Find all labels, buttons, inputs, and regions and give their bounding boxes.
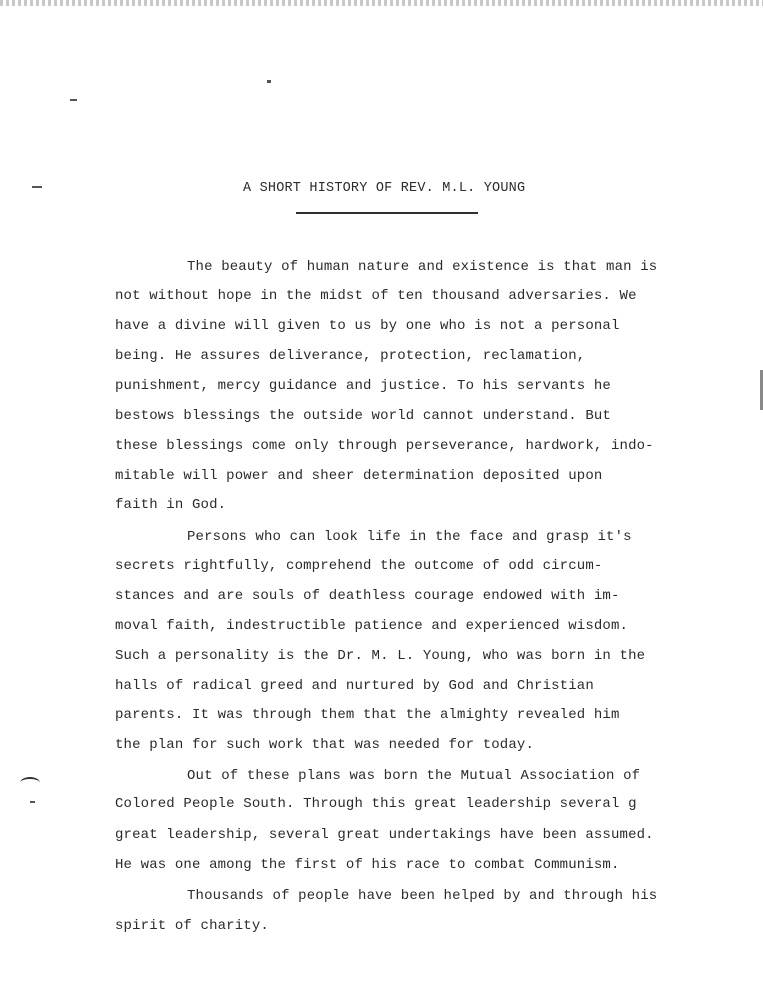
paragraph-line: halls of radical greed and nurtured by God and Christian: [115, 678, 594, 694]
paragraph-line: The beauty of human nature and existence is that man is: [187, 259, 658, 275]
paragraph-line: He was one among the first of his race to combat Communism.: [115, 857, 620, 873]
paragraph-line: Out of these plans was born the Mutual Association of: [187, 768, 641, 784]
paragraph-line: stances and are souls of deathless courage endowed with im-: [115, 588, 620, 604]
paragraph-line: parents. It was through them that the almighty revealed him: [115, 707, 620, 723]
paragraph-line: Colored People South. Through this great leadership several g: [115, 796, 637, 812]
scan-speck: [267, 80, 271, 83]
document-title: A SHORT HISTORY OF REV. M.L. YOUNG: [243, 181, 526, 196]
paragraph-line: Such a personality is the Dr. M. L. Young, who was born in the: [115, 648, 646, 664]
paragraph-line: being. He assures deliverance, protection, reclamation,: [115, 348, 586, 364]
paragraph-line: have a divine will given to us by one who is not a personal: [115, 318, 620, 334]
paragraph-line: not without hope in the midst of ten thousand adversaries. We: [115, 288, 637, 304]
scan-speck: [32, 186, 42, 188]
paragraph-line: faith in God.: [115, 497, 227, 513]
paragraph-line: Persons who can look life in the face and grasp it's: [187, 529, 632, 545]
scan-stray-mark: [20, 777, 40, 789]
title-underline: [296, 212, 478, 214]
paragraph-line: these blessings come only through perseverance, hardwork, indo-: [115, 438, 654, 454]
paragraph-line: spirit of charity.: [115, 918, 269, 934]
scan-speck: [30, 801, 35, 803]
paragraph-line: the plan for such work that was needed for today.: [115, 737, 535, 753]
scan-top-edge: [0, 0, 763, 6]
scan-speck: [70, 99, 77, 101]
paragraph-line: punishment, mercy guidance and justice. To his servants he: [115, 378, 611, 394]
paragraph-line: bestows blessings the outside world cannot understand. But: [115, 408, 611, 424]
paragraph-line: Thousands of people have been helped by and through his: [187, 888, 658, 904]
paragraph-line: secrets rightfully, comprehend the outcome of odd circum-: [115, 558, 603, 574]
paragraph-line: mitable will power and sheer determination deposited upon: [115, 468, 603, 484]
paragraph-line: moval faith, indestructible patience and experienced wisdom.: [115, 618, 629, 634]
paragraph-line: great leadership, several great undertakings have been assumed.: [115, 827, 654, 843]
